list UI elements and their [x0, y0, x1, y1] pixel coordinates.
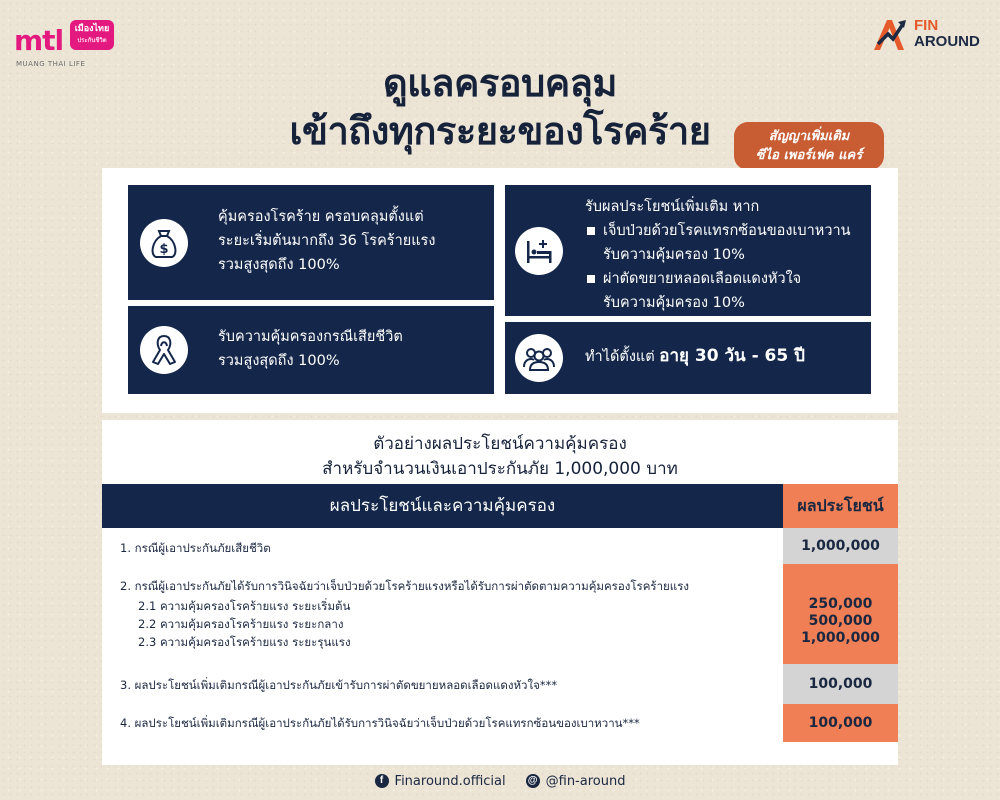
feature-extra-bullet2-text: ผ่าตัดขยายหลอดเลือดแดงหัวใจ: [603, 271, 802, 287]
feature-extra-benefit: [505, 185, 871, 316]
table-row-4-text: 4. ผลประโยชน์เพิ่มเติมกรณีผู้เอาประกันภัยได้รับการวินิจฉัยว่าเจ็บป่วยด้วยโรคแทรกซ้อนของเบาหวาน***: [120, 716, 640, 730]
feature-death-text: [218, 325, 403, 373]
feature-critical-line3: รวมสูงสุดถึง 100%: [218, 257, 340, 273]
feature-extra-bullet1-sub: รับความคุ้มครอง 10%: [603, 247, 745, 263]
finaround-word-fin: FIN: [914, 17, 939, 34]
page-title-line1: ดูแลครอบคลุม: [383, 61, 617, 105]
mtl-logo-subtitle: MUANG THAI LIFE: [16, 60, 86, 68]
finaround-arrow-icon: [870, 14, 908, 52]
feature-extra-heading: รับผลประโยชน์เพิ่มเติม หาก: [585, 199, 760, 215]
bullet-square: [587, 227, 595, 235]
mtl-logo-badge: [70, 20, 114, 50]
mtl-logo-word: mtl: [14, 24, 64, 57]
feature-extra-bullet2-sub: รับความคุ้มครอง 10%: [603, 295, 745, 311]
feature-extra-text: [585, 195, 851, 315]
table-row-2-values: [783, 564, 898, 664]
table-row-1-text: 1. กรณีผู้เอาประกันภัยเสียชีวิต: [120, 541, 271, 555]
feature-extra-bullet1-text: เจ็บป่วยด้วยโรคแทรกซ้อนของเบาหวาน: [603, 223, 851, 239]
mtl-badge-line2: ประกันชีวิต: [77, 37, 107, 44]
table-row-2-1-value: 250,000: [808, 596, 873, 612]
feature-death-line2: รวมสูงสุดถึง 100%: [218, 353, 340, 369]
people-group-icon: [515, 334, 563, 382]
feature-age-text: [585, 344, 805, 369]
line-icon: @: [526, 774, 540, 788]
footer-line-handle[interactable]: @fin-around: [545, 773, 626, 789]
hospital-bed-icon: [515, 227, 563, 275]
mtl-badge-line1: เมืองไทย: [74, 24, 110, 34]
table-header-benefit-value: ผลประโยชน์: [783, 484, 898, 528]
table-header-benefit-coverage: ผลประโยชน์และความคุ้มครอง: [102, 484, 783, 528]
table-row-3-value: 100,000: [783, 664, 898, 704]
table-row-3-text: 3. ผลประโยชน์เพิ่มเติมกรณีผู้เอาประกันภัยเข้ารับการผ่าตัดขยายหลอดเลือดแดงหัวใจ***: [120, 678, 558, 692]
rider-badge: [734, 122, 884, 170]
finaround-word-around: AROUND: [914, 33, 980, 50]
facebook-icon: f: [375, 774, 389, 788]
feature-extra-bullet2: [585, 267, 851, 291]
table-row-2-3-text: 2.3 ความคุ้มครองโรคร้ายแรง ระยะรุนแรง: [138, 635, 351, 649]
finaround-wordmark: [914, 18, 980, 50]
footer-line[interactable]: [526, 774, 626, 789]
feature-age-prefix: ทำได้ตั้งแต่: [585, 349, 655, 365]
footer-social: [0, 770, 1000, 792]
feature-death-line1: รับความคุ้มครองกรณีเสียชีวิต: [218, 329, 403, 345]
table-row-2-text: 2. กรณีผู้เอาประกันภัยได้รับการวินิจฉัยว่าเจ็บป่วยด้วยโรคร้ายแรงหรือได้รับการผ่าตัดตามความคุ้มครองโรคร้ายแรง: [120, 579, 689, 593]
rider-badge-line2: ซีไอ เพอร์เฟค แคร์: [755, 148, 863, 163]
table-row-4-value: 100,000: [783, 704, 898, 742]
ribbon-icon: [140, 326, 188, 374]
table-row-2-2-text: 2.2 ความคุ้มครองโรคร้ายแรง ระยะกลาง: [138, 617, 344, 631]
bullet-square: [587, 275, 595, 283]
table-row-2-1-text: 2.1 ความคุ้มครองโรคร้ายแรง ระยะเริ่มต้น: [138, 599, 351, 613]
svg-text:$: $: [159, 242, 169, 257]
footer-facebook-handle[interactable]: Finaround.official: [394, 773, 506, 789]
feature-critical-line1: คุ้มครองโรคร้าย ครอบคลุมตั้งแต่: [218, 209, 424, 225]
rider-badge-line1: สัญญาเพิ่มเติม: [768, 129, 850, 144]
table-row-2-2-value: 500,000: [808, 613, 873, 629]
feature-critical-text: [218, 205, 435, 277]
feature-age-range-value: อายุ 30 วัน - 65 ปี: [659, 346, 805, 366]
feature-critical-illness: [128, 185, 494, 300]
table-title-line1: ตัวอย่างผลประโยชน์ความคุ้มครอง: [373, 434, 627, 454]
feature-age-range: [505, 322, 871, 394]
table-title-line2: สำหรับจำนวนเงินเอาประกันภัย 1,000,000 บาท: [322, 459, 678, 479]
money-bag-icon: [140, 219, 188, 267]
footer-facebook[interactable]: [375, 774, 506, 789]
table-row-2-3-value: 1,000,000: [801, 630, 880, 646]
feature-critical-line2: ระยะเริ่มต้นมากถึง 36 โรคร้ายแรง: [218, 233, 436, 249]
finaround-logo: [870, 12, 995, 54]
feature-death-benefit: [128, 306, 494, 394]
table-row-1-value: 1,000,000: [783, 528, 898, 564]
page-title-line2: เข้าถึงทุกระยะของโรคร้าย: [289, 109, 711, 153]
feature-extra-bullet1: [585, 219, 851, 243]
